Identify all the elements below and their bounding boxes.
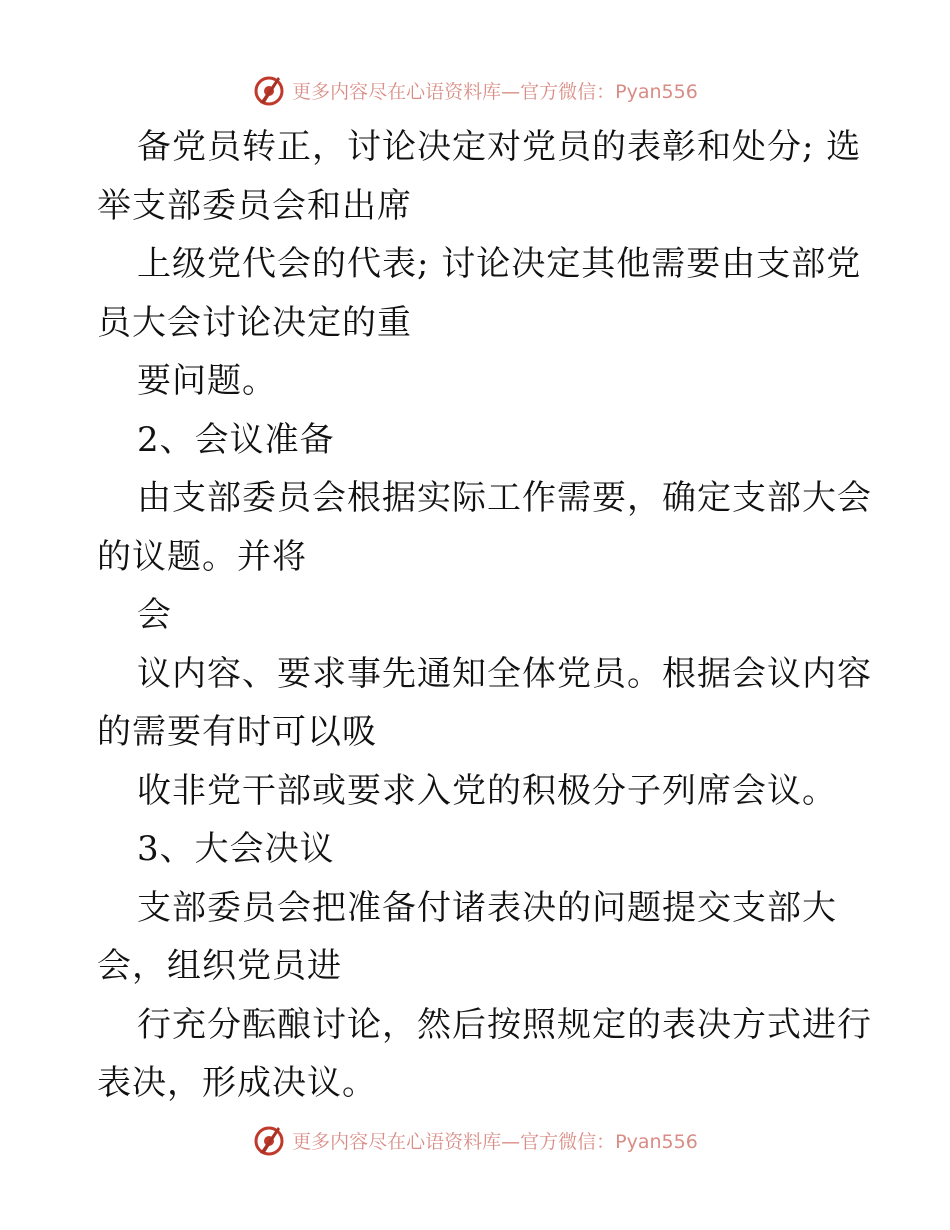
text-line: 会 xyxy=(137,595,172,635)
text-line: 举支部委员会和出席 xyxy=(97,185,412,226)
footer-watermark xyxy=(0,1120,950,1160)
watermark-text: 更多内容尽在心语资料库—官方微信：Pyan556 xyxy=(292,1130,698,1153)
text-line: 的需要有时可以吸 xyxy=(97,712,377,752)
quill-logo-icon xyxy=(252,73,286,107)
quill-logo-icon xyxy=(252,1123,286,1157)
section-heading: 3、大会决议 xyxy=(137,829,335,869)
text-line: 议内容、要求事先通知全体党员。根据会议内容 xyxy=(137,653,872,694)
text-line: 会，组织党员进 xyxy=(97,946,342,986)
text-line: 行充分酝酿讨论，然后按照规定的表决方式进行 xyxy=(137,1004,872,1045)
section-heading: 2、会议准备 xyxy=(137,419,335,460)
text-line: 收非党干部或要求入党的积极分子列席会议。 xyxy=(137,770,837,811)
text-line: 备党员转正，讨论决定对党员的表彰和处分; 选 xyxy=(137,127,862,167)
document-body xyxy=(97,118,872,1113)
text-line: 员大会讨论决定的重 xyxy=(97,302,412,343)
text-line: 的议题。并将 xyxy=(97,536,307,577)
text-line: 要问题。 xyxy=(137,361,277,401)
watermark-text: 更多内容尽在心语资料库—官方微信：Pyan556 xyxy=(292,80,698,103)
text-line: 支部委员会把准备付诸表决的问题提交支部大 xyxy=(137,887,837,928)
text-line: 上级党代会的代表; 讨论决定其他需要由支部党 xyxy=(137,244,862,284)
header-watermark xyxy=(0,70,950,110)
text-line: 由支部委员会根据实际工作需要，确定支部大会 xyxy=(137,478,872,518)
text-line: 表决，形成决议。 xyxy=(97,1063,377,1103)
